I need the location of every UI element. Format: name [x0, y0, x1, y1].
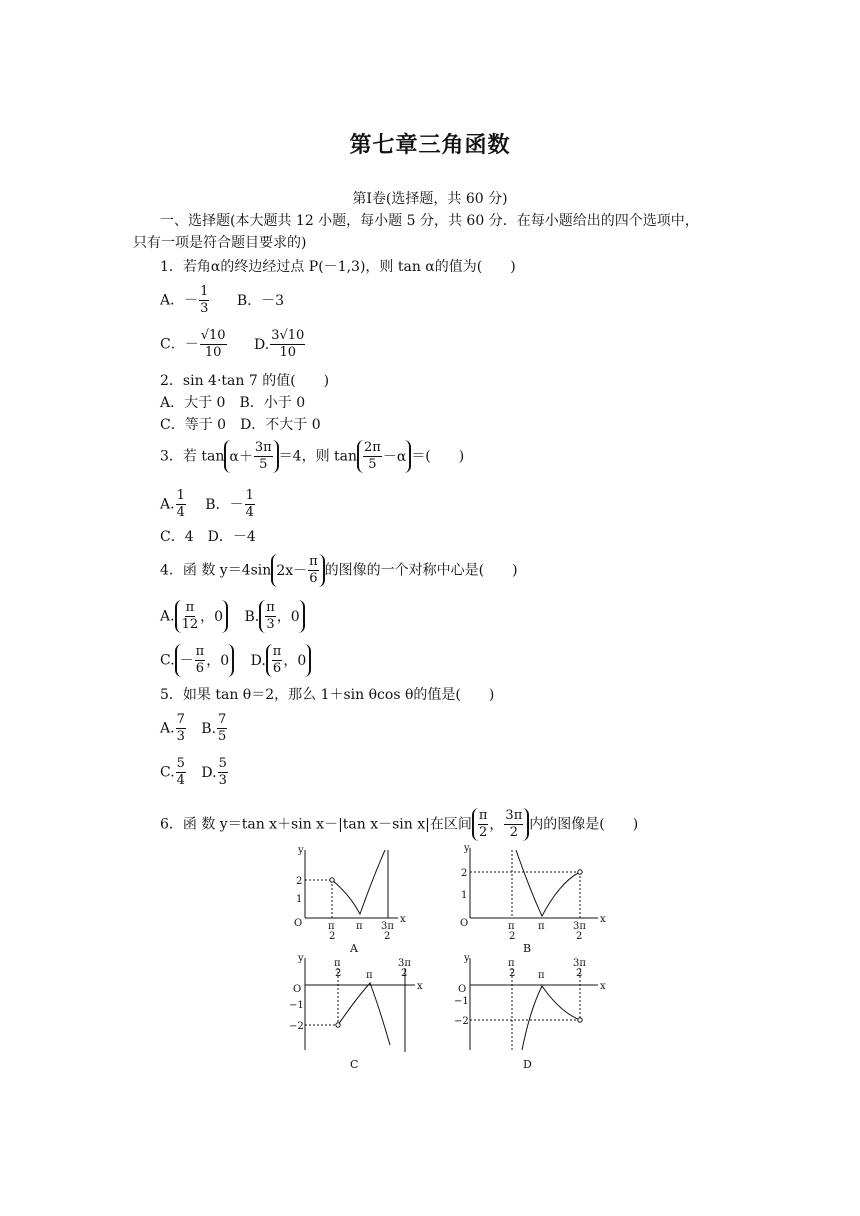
tick-label: π: [538, 970, 545, 981]
tick-label: π: [356, 921, 363, 932]
option-b-prefix: B.: [244, 608, 260, 625]
x-axis-label: x: [600, 981, 606, 992]
parenthesis: [357, 440, 411, 473]
denominator: 10: [279, 345, 297, 360]
question-5-options-ab: [160, 712, 228, 745]
tick-label: π: [538, 921, 545, 932]
option-d-prefix: D.: [201, 764, 217, 781]
tick-label: π: [508, 958, 515, 969]
y-axis-label: y: [298, 953, 304, 964]
tick-label: 3π: [398, 958, 411, 969]
fraction: [308, 554, 319, 587]
fraction: [504, 808, 523, 841]
open-point: [578, 1018, 582, 1022]
tick-label: −1: [454, 996, 469, 1007]
question-3-options-cd: C．4 D．－4: [160, 529, 256, 545]
tick-label: −2: [289, 1021, 304, 1032]
curve: [516, 850, 580, 916]
fraction: [272, 644, 283, 677]
option-d-prefix: D.: [254, 336, 270, 353]
numerator: 7: [218, 712, 227, 727]
numerator: 3π: [505, 808, 523, 823]
x-axis-label: x: [400, 914, 406, 925]
question-2-stem: 2．sin 4·tan 7 的值( ): [160, 373, 330, 389]
question-1-options-ab: [160, 284, 284, 317]
denominator: 3: [200, 301, 209, 316]
denominator: 2: [509, 825, 518, 840]
answer-graphs: [280, 840, 610, 1070]
intro-line-2: 只有一项是符合题目要求的): [133, 235, 307, 251]
option-c-prefix: C.: [160, 652, 175, 669]
denominator: 6: [195, 661, 205, 676]
fraction: [176, 756, 186, 789]
stem-text: ＝( ): [411, 448, 465, 465]
y-axis-label: y: [464, 843, 470, 854]
denominator: 4: [176, 773, 185, 788]
question-6-stem: [160, 808, 638, 841]
option-c-prefix: C．－: [160, 336, 199, 353]
graph-a-label: A: [350, 942, 358, 955]
expr: ，0: [276, 608, 300, 625]
denominator: 3: [218, 773, 227, 788]
denominator: 2: [479, 825, 488, 840]
denominator: 6: [309, 571, 318, 586]
parenthesis: [224, 440, 278, 473]
numerator: π: [309, 554, 318, 569]
graph-c: [305, 958, 415, 1052]
denominator: 5: [259, 457, 268, 472]
numerator: π: [185, 600, 195, 615]
parenthesis: [266, 644, 311, 677]
curve: [332, 850, 385, 914]
tick-label: 3π: [573, 958, 586, 969]
expr: ，: [489, 816, 504, 833]
tick-label: 2: [335, 968, 342, 979]
graph-a: [305, 850, 398, 918]
tick-label: 2: [509, 931, 516, 942]
expr: α＋: [229, 448, 253, 465]
denominator: 5: [218, 729, 227, 744]
graph-d-label: D: [523, 1058, 532, 1070]
option-b-prefix: B.: [201, 720, 217, 737]
stem-text: ＝4，则 tan: [278, 448, 358, 465]
tick-label: 2: [401, 968, 408, 979]
fraction: [199, 284, 209, 317]
x-axis-label: x: [417, 981, 423, 992]
origin-label: O: [293, 984, 302, 995]
numerator: 1: [200, 284, 209, 299]
tick-label: π: [334, 958, 341, 969]
numerator: 5: [218, 756, 227, 771]
question-4-options-cd: [160, 644, 311, 677]
expr: ，0: [200, 608, 224, 625]
parenthesis: [259, 600, 304, 633]
numerator: π: [266, 600, 275, 615]
tick-label: 2: [461, 868, 468, 879]
y-axis-label: y: [298, 845, 304, 856]
tick-label: 2: [384, 931, 391, 942]
stem-text: 4．函 数 y＝4sin: [160, 562, 272, 579]
denominator: 4: [176, 505, 185, 520]
question-5-options-cd: [160, 756, 229, 789]
fraction: [176, 488, 186, 521]
numerator: √10: [200, 328, 226, 343]
graph-b: [470, 848, 598, 918]
question-2-options-cd: C．等于 0 D．不大于 0: [160, 417, 321, 433]
tick-label: 3π: [381, 921, 394, 932]
option-b-prefix: B．－: [205, 496, 244, 513]
option-a-prefix: A.: [160, 720, 175, 737]
fraction: [200, 328, 227, 361]
stem-text: 的图像的一个对称中心是( ): [324, 562, 518, 579]
tick-label: 1: [461, 890, 468, 901]
expr: 2x－: [276, 562, 308, 579]
question-3-options-ab: [160, 488, 256, 521]
fraction: [363, 440, 382, 473]
section-header: 第Ⅰ卷(选择题，共 60 分): [352, 191, 508, 207]
denominator: 10: [204, 345, 222, 360]
fraction: [478, 808, 489, 841]
page-title: 第七章三角函数: [349, 133, 511, 158]
numerator: 2π: [364, 440, 381, 455]
fraction: [181, 600, 200, 633]
question-4-options-ab: [160, 600, 305, 633]
option-c-prefix: C.: [160, 764, 175, 781]
graph-b-label: B: [523, 942, 532, 955]
parenthesis: [175, 600, 228, 633]
numerator: 5: [176, 756, 185, 771]
option-b: B．－3: [236, 292, 285, 309]
option-a-prefix: A.: [160, 496, 175, 513]
tick-label: π: [366, 970, 373, 981]
numerator: π: [195, 644, 205, 659]
denominator: 3: [176, 729, 185, 744]
tick-label: 2: [296, 876, 303, 887]
question-5-stem: 5．如果 tan θ＝2，那么 1＋sin θcos θ的值是( ): [160, 687, 495, 703]
numerator: π: [272, 644, 282, 659]
parenthesis: [472, 808, 529, 841]
fraction: [217, 712, 227, 745]
tick-label: 2: [576, 968, 583, 979]
question-1-stem: 1．若角α的终边经过点 P(－1,3)，则 tan α的值为( ): [160, 259, 516, 275]
origin-label: O: [294, 918, 303, 929]
x-axis-label: x: [600, 914, 606, 925]
numerator: 3π: [254, 440, 272, 455]
tick-label: π: [508, 921, 515, 932]
numerator: 1: [176, 488, 185, 503]
option-d-prefix: D.: [250, 652, 266, 669]
parenthesis: [175, 644, 234, 677]
expr: －α: [382, 448, 407, 465]
option-a-prefix: A.: [160, 608, 175, 625]
open-point: [578, 870, 582, 874]
curve: [338, 983, 390, 1045]
numerator: 1: [245, 488, 254, 503]
open-point: [336, 1023, 340, 1027]
tick-label: 2: [576, 931, 583, 942]
fraction: [245, 488, 255, 521]
fraction: [218, 756, 228, 789]
fraction: [270, 328, 305, 361]
denominator: 3: [266, 617, 275, 632]
tick-label: 1: [296, 894, 303, 905]
expr: ，0: [206, 652, 230, 669]
question-1-options-cd: [160, 328, 306, 361]
fraction: [195, 644, 206, 677]
question-4-stem: [160, 554, 518, 587]
parenthesis: [271, 554, 324, 587]
fraction: [176, 712, 186, 745]
y-axis-label: y: [464, 953, 470, 964]
curve: [522, 986, 580, 1050]
origin-label: O: [458, 984, 467, 995]
denominator: 6: [272, 661, 282, 676]
tick-label: −2: [454, 1016, 469, 1027]
open-point: [330, 878, 334, 882]
tick-label: 2: [329, 931, 336, 942]
tick-label: 2: [509, 968, 516, 979]
numerator: π: [478, 808, 488, 823]
expr: ，0: [283, 652, 307, 669]
intro-line-1: 一、选择题(本大题共 12 小题，每小题 5 分，共 60 分．在每小题给出的四个选项中，: [160, 213, 699, 229]
fraction: [254, 440, 273, 473]
denominator: 5: [368, 457, 377, 472]
stem-text: 内的图像是( ): [529, 816, 639, 833]
denominator: 4: [245, 505, 254, 520]
origin-label: O: [460, 918, 469, 929]
tick-label: 3π: [573, 921, 586, 932]
numerator: 7: [176, 712, 185, 727]
question-2-options-ab: A．大于 0 B．小于 0: [160, 395, 306, 411]
tick-label: π: [328, 921, 335, 932]
graph-c-label: C: [350, 1058, 359, 1070]
expr: －: [179, 652, 194, 669]
question-3-stem: [160, 440, 464, 473]
stem-text: 3．若 tan: [160, 448, 225, 465]
denominator: 12: [181, 617, 199, 632]
stem-text: 6．函 数 y＝tan x＋sin x－|tan x－sin x|在区间: [160, 816, 472, 833]
fraction: [265, 600, 276, 633]
option-a-prefix: A．－: [160, 292, 199, 309]
numerator: 3√10: [271, 328, 305, 343]
tick-label: −1: [289, 1000, 304, 1011]
